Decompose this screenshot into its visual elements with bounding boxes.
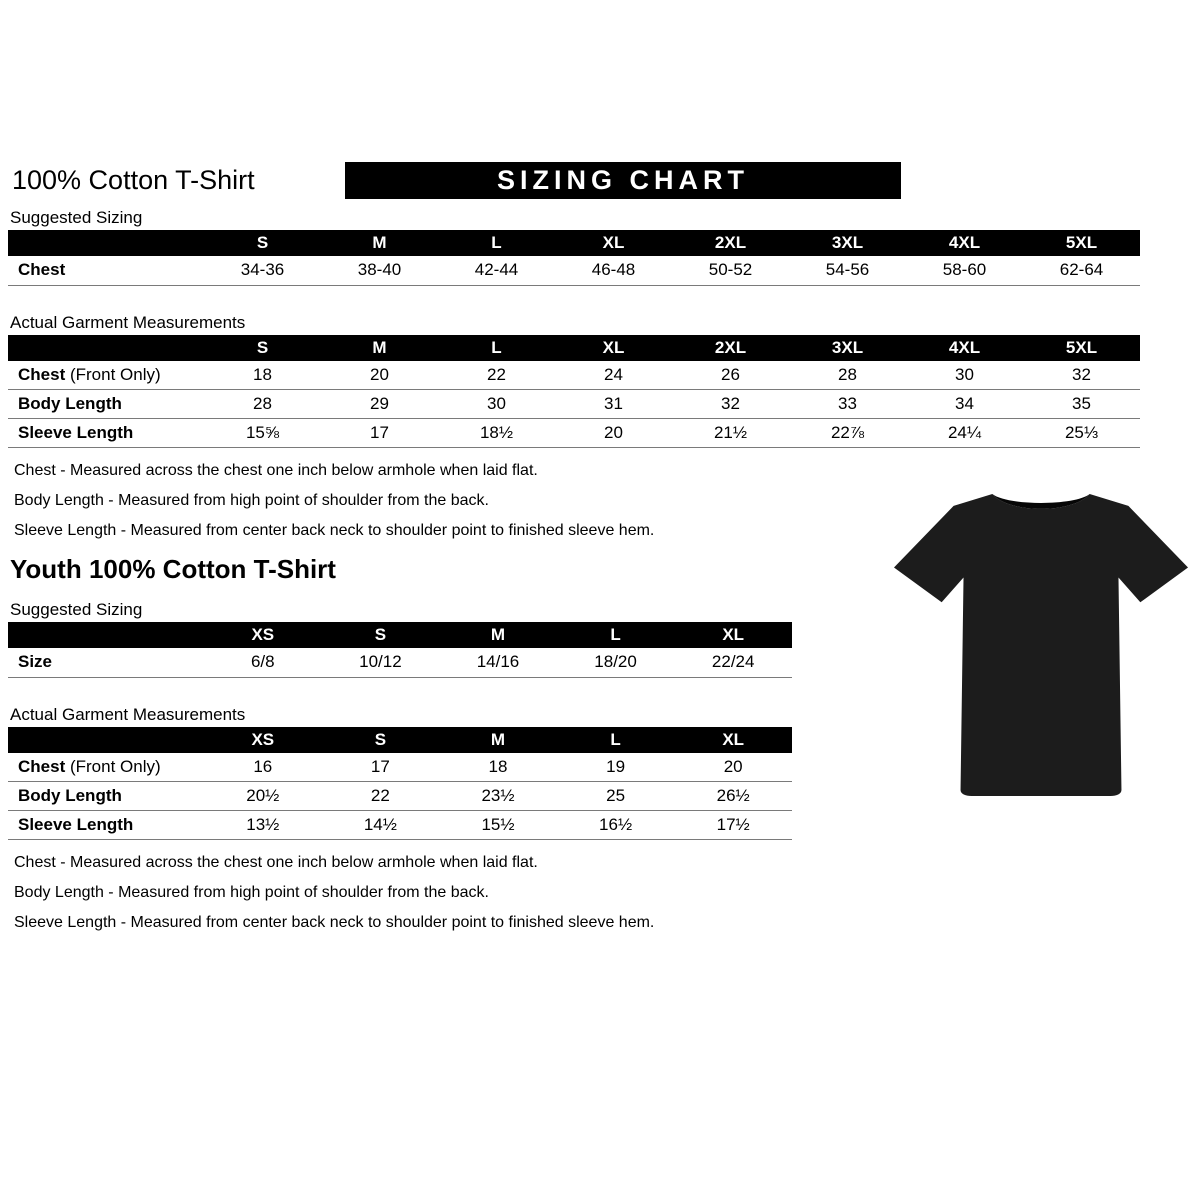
measurement-value: 38-40 [321,256,438,285]
measurement-value: 20½ [204,782,322,811]
size-header-row [8,622,792,648]
measurement-row [8,811,792,840]
measurement-row-label: Sleeve Length [8,419,204,448]
youth-section-title: Youth 100% Cotton T-Shirt [10,554,336,584]
size-table [8,230,1140,286]
measurement-value: 18/20 [557,648,675,677]
size-column-header: 4XL [906,230,1023,256]
measurement-value: 15½ [439,811,557,840]
measurement-value: 17 [322,753,440,782]
youth-measurement-notes [8,854,1192,932]
chest-note: Chest - Measured across the chest one inch below armhole when laid flat. [14,854,538,871]
measurement-value: 22 [322,782,440,811]
measurement-value: 16 [204,753,322,782]
measurement-row [8,256,1140,285]
measurement-value: 33 [789,390,906,419]
page-title: 100% Cotton T-Shirt [12,165,255,195]
tshirt-product-image [892,474,1190,812]
measurement-value: 58-60 [906,256,1023,285]
measurement-value: 28 [204,390,321,419]
page-header [8,162,1192,199]
youth-suggested-sizing-table [8,622,792,678]
size-table [8,727,792,841]
measurement-row [8,390,1140,419]
size-column-header: 3XL [789,335,906,361]
measurement-value: 14½ [322,811,440,840]
measurement-value: 32 [1023,361,1140,390]
black-tshirt-graphic [892,474,1190,812]
measurement-value: 30 [438,390,555,419]
size-header-corner [8,230,204,256]
youth-actual-measurements-label: Actual Garment Measurements [10,704,246,724]
measurement-value: 18 [204,361,321,390]
size-table [8,622,792,678]
adult-suggested-sizing-label: Suggested Sizing [10,208,143,227]
size-column-header: S [204,230,321,256]
adult-suggested-sizing-table [8,230,1140,286]
size-column-header: 4XL [906,335,1023,361]
measurement-value: 10/12 [322,648,440,677]
measurement-row-label: Chest (Front Only) [8,361,204,390]
size-column-header: L [557,727,675,753]
measurement-value: 13½ [204,811,322,840]
measurement-value: 34 [906,390,1023,419]
size-header-row [8,335,1140,361]
measurement-value: 24 [555,361,672,390]
measurement-value: 20 [555,419,672,448]
measurement-value: 6/8 [204,648,322,677]
sleeve-length-note: Sleeve Length - Measured from center back neck to shoulder point to finished sleeve hem. [14,522,655,539]
measurement-value: 14/16 [439,648,557,677]
measurement-value: 25 [557,782,675,811]
youth-suggested-sizing-label: Suggested Sizing [10,600,143,619]
size-column-header: 5XL [1023,230,1140,256]
size-header-corner [8,335,204,361]
size-header-corner [8,622,204,648]
measurement-value: 50-52 [672,256,789,285]
size-column-header: XL [674,727,792,753]
size-header-corner [8,727,204,753]
measurement-value: 23½ [439,782,557,811]
size-column-header: S [204,335,321,361]
size-column-header: XS [204,622,322,648]
measurement-value: 62-64 [1023,256,1140,285]
size-column-header: 2XL [672,230,789,256]
adult-actual-measurements-table [8,335,1140,449]
measurement-row [8,419,1140,448]
measurement-value: 17 [321,419,438,448]
measurement-value: 22 [438,361,555,390]
size-column-header: 2XL [672,335,789,361]
body-length-note: Body Length - Measured from high point of shoulder from the back. [14,492,489,509]
measurement-value: 30 [906,361,1023,390]
measurement-value: 22⅞ [789,419,906,448]
youth-actual-measurements-table [8,727,792,841]
body-length-note: Body Length - Measured from high point of shoulder from the back. [14,884,489,901]
size-header-row [8,230,1140,256]
sizing-chart-banner-label: SIZING CHART [497,165,749,195]
size-column-header: M [321,335,438,361]
size-column-header: M [439,727,557,753]
size-column-header: XL [555,230,672,256]
size-column-header: 3XL [789,230,906,256]
size-column-header: S [322,727,440,753]
measurement-value: 18½ [438,419,555,448]
measurement-value: 15⅝ [204,419,321,448]
measurement-value: 20 [321,361,438,390]
measurement-value: 31 [555,390,672,419]
measurement-value: 35 [1023,390,1140,419]
size-column-header: L [438,335,555,361]
measurement-row [8,361,1140,390]
measurement-row [8,753,792,782]
size-column-header: S [322,622,440,648]
size-table [8,335,1140,449]
measurement-row-label: Chest (Front Only) [8,753,204,782]
measurement-row-label: Chest [8,256,204,285]
measurement-value: 16½ [557,811,675,840]
measurement-value: 24¼ [906,419,1023,448]
measurement-value: 46-48 [555,256,672,285]
size-column-header: M [439,622,557,648]
size-column-header: L [557,622,675,648]
measurement-value: 19 [557,753,675,782]
measurement-value: 32 [672,390,789,419]
size-column-header: 5XL [1023,335,1140,361]
measurement-value: 17½ [674,811,792,840]
measurement-row-label: Body Length [8,390,204,419]
sizing-chart-banner [345,162,901,199]
chest-note: Chest - Measured across the chest one inch below armhole when laid flat. [14,462,538,479]
measurement-row-label: Size [8,648,204,677]
measurement-row [8,782,792,811]
size-column-header: XL [674,622,792,648]
measurement-row-label: Sleeve Length [8,811,204,840]
measurement-value: 21½ [672,419,789,448]
measurement-value: 42-44 [438,256,555,285]
measurement-value: 34-36 [204,256,321,285]
size-column-header: XS [204,727,322,753]
tshirt-body [894,494,1188,796]
measurement-row-label: Body Length [8,782,204,811]
measurement-value: 26½ [674,782,792,811]
size-column-header: M [321,230,438,256]
measurement-row [8,648,792,677]
measurement-value: 29 [321,390,438,419]
measurement-value: 54-56 [789,256,906,285]
size-column-header: XL [555,335,672,361]
measurement-value: 20 [674,753,792,782]
measurement-value: 28 [789,361,906,390]
size-header-row [8,727,792,753]
measurement-value: 25⅓ [1023,419,1140,448]
measurement-value: 22/24 [674,648,792,677]
sleeve-length-note: Sleeve Length - Measured from center back neck to shoulder point to finished sleeve hem. [14,914,655,931]
size-column-header: L [438,230,555,256]
measurement-value: 18 [439,753,557,782]
adult-actual-measurements-label: Actual Garment Measurements [10,312,246,332]
measurement-value: 26 [672,361,789,390]
